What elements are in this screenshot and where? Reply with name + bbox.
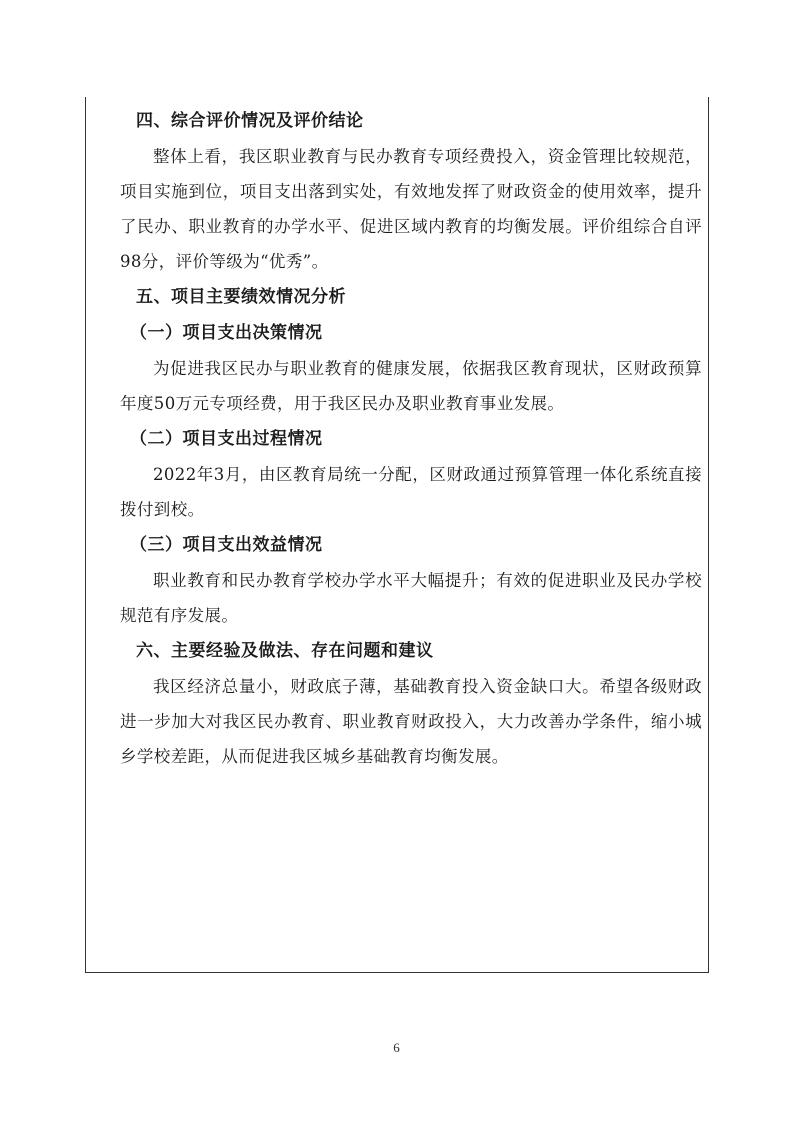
subsection-heading-decision: （一）项目支出决策情况 <box>130 323 323 343</box>
subsection-heading-process: （二）项目支出过程情况 <box>130 429 323 449</box>
page-number: 6 <box>393 1040 400 1055</box>
paragraph-benefit: 职业教育和民办教育学校办学水平大幅提升；有效的促进职业及民办学校规范有序发展。 <box>120 571 702 625</box>
section-heading-evaluation-conclusion: 四、综合评价情况及评价结论 <box>136 111 364 131</box>
content-table-cell <box>85 97 709 973</box>
subsection-heading-benefit: （三）项目支出效益情况 <box>130 535 323 555</box>
section-heading-performance-analysis: 五、项目主要绩效情况分析 <box>136 287 346 307</box>
paragraph-experience-suggestions: 我区经济总量小，财政底子薄，基础教育投入资金缺口大。希望各级财政进一步加大对我区民办教育、职业教育财政投入，大力改善办学条件，缩小城乡学校差距，从而促进我区城乡基础教育均衡发展。 <box>120 677 702 766</box>
section-heading-experience-suggestions: 六、主要经验及做法、存在问题和建议 <box>136 641 434 661</box>
document-body <box>86 103 710 774</box>
paragraph-evaluation-conclusion: 整体上看，我区职业教育与民办教育专项经费投入，资金管理比较规范，项目实施到位，项目支出落到实处，有效地发挥了财政资金的使用效率，提升了民办、职业教育的办学水平、促进区域内教育的均衡发展。评价组综合自评98分，评价等级为“优秀”。 <box>120 147 702 271</box>
paragraph-process: 2022年3月，由区教育局统一分配，区财政通过预算管理一体化系统直接拨付到校。 <box>120 465 702 519</box>
paragraph-decision: 为促进我区民办与职业教育的健康发展，依据我区教育现状，区财政预算年度50万元专项经费，用于我区民办及职业教育事业发展。 <box>120 359 702 413</box>
